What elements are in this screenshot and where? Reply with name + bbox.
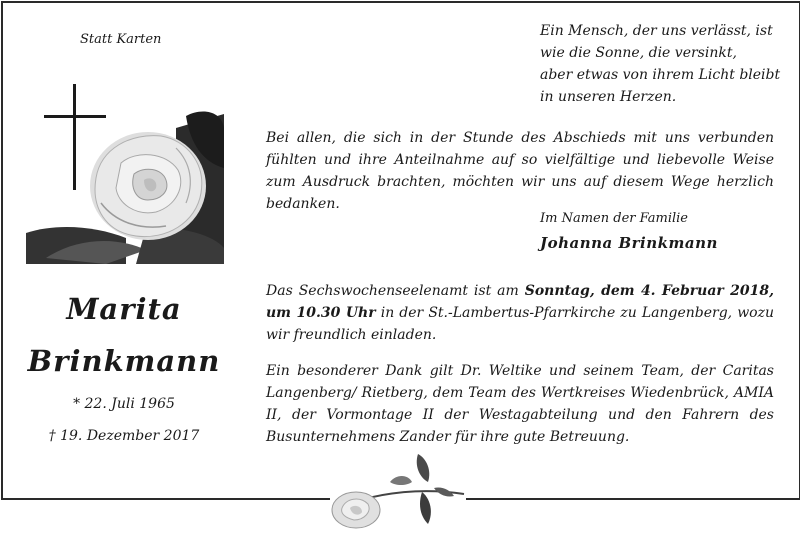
mass-rest: in der St.-Lambertus-Pfarrkirche zu Langenberg, wozu wir freundlich einladen. <box>266 305 774 343</box>
special-thanks-paragraph: Ein besonderer Dank gilt Dr. Weltike und seinem Team, der Caritas Langenberg/ Rietberg, dem Team des Wertkreises Wiedenbrück, AMIA II, der Vormontage II der Westagabteilung und den Fahrern des Busunternehmens Zander für ihre gute Betreuung. <box>266 363 774 445</box>
mass-intro: Das Sechswochenseelenamt ist am <box>266 283 525 299</box>
poem <box>540 20 780 108</box>
poem-line: in unseren Herzen. <box>540 89 677 105</box>
death-date: † 19. Dezember 2017 <box>48 428 200 444</box>
signature-name: Johanna Brinkmann <box>540 234 718 252</box>
statt-karten-label: Statt Karten <box>80 32 162 47</box>
deceased-last-name: Brinkmann <box>27 344 221 378</box>
poem-line: wie die Sonne, die versinkt, <box>540 45 737 61</box>
mass-date: Sonntag, dem 4. Februar 2018, um 10.30 Uhr <box>266 283 774 321</box>
signature-intro: Im Namen der Familie <box>540 211 688 226</box>
poem-line: Ein Mensch, der uns verlässt, ist <box>540 23 773 39</box>
poem-line: aber etwas von ihrem Licht bleibt <box>540 67 781 83</box>
mass-announcement <box>266 280 774 346</box>
cross-icon <box>44 84 106 192</box>
bottom-rose-image <box>330 452 466 529</box>
deceased-first-name: Marita <box>66 292 182 326</box>
birth-date: * 22. Juli 1965 <box>73 396 175 412</box>
thanks-paragraph: Bei allen, die sich in der Stunde des Abschieds mit uns verbunden fühlten und ihre Anteilnahme auf so vielfältige und liebevolle Weise zum Ausdruck brachten, möchten wir uns auf diesem Wege herzlich bedanken. <box>266 130 774 212</box>
